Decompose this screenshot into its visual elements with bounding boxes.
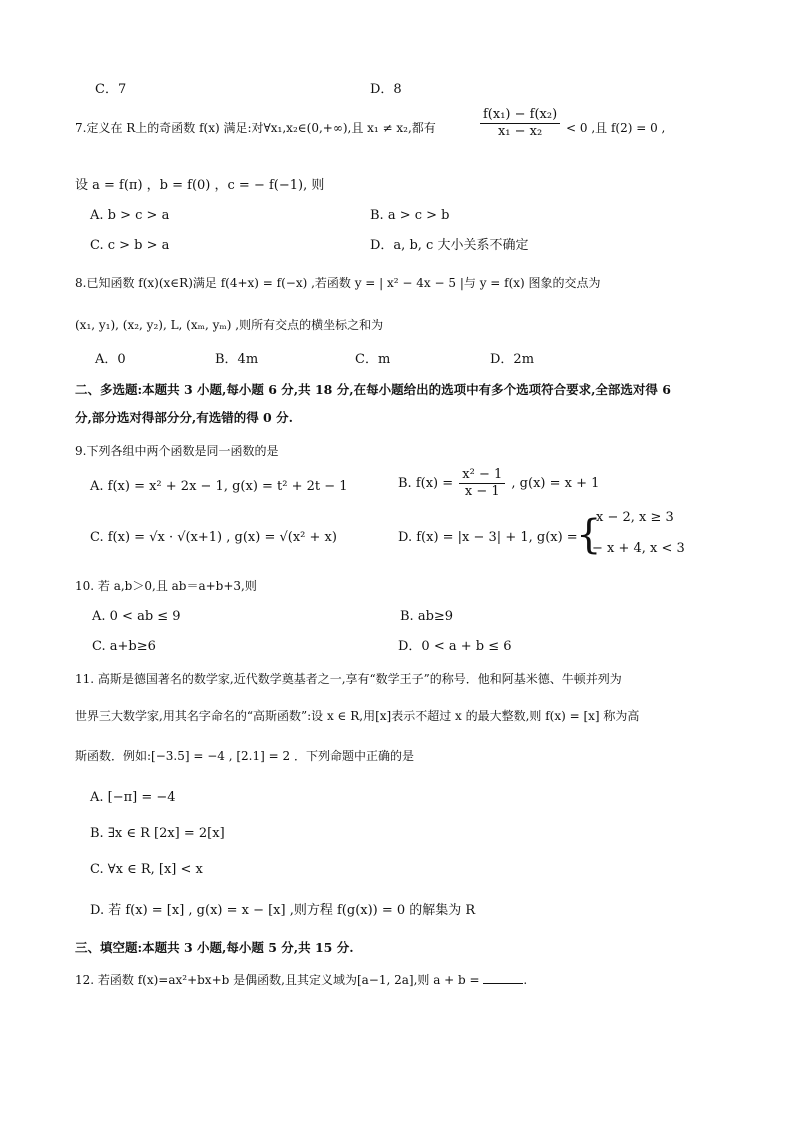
section3-heading: 三、填空题:本题共 3 小题,每小题 5 分,共 15 分.: [75, 940, 354, 955]
section2-heading-line2: 分,部分选对得部分分,有选错的得 0 分.: [75, 410, 293, 425]
q9-option-b-denominator: x − 1: [464, 484, 500, 499]
q10-option-b: B. ab≥9: [400, 609, 454, 624]
q12-stem-end: .: [523, 973, 528, 987]
q9-option-b-numerator: x² − 1: [459, 467, 505, 484]
q7-option-d: D．a, b, c 大小关系不确定: [370, 238, 529, 253]
q10-option-a: A. 0 < ab ≤ 9: [92, 609, 181, 624]
q12-answer-blank[interactable]: [483, 971, 523, 984]
q10-title: 10. 若 a,b＞0,且 ab＝a+b+3,则: [75, 579, 257, 593]
q10-option-d: D．0 < a + b ≤ 6: [398, 639, 512, 654]
q12-stem-text: 12. 若函数 f(x)=ax²+bx+b 是偶函数,且其定义域为[a−1, 2a],则 a + b =: [75, 973, 480, 987]
q8-option-a: A．0: [95, 352, 126, 367]
q9-option-a: A. f(x) = x² + 2x − 1, g(x) = t² + 2t − 1: [90, 479, 348, 494]
q9-option-b-prefix: B. f(x) =: [398, 476, 454, 491]
q7-option-b: B. a > c > b: [370, 208, 450, 223]
q12-stem: [75, 971, 527, 988]
q7-stem-line2: 设 a = f(π) ，b = f(0) ，c = − f(−1), 则: [75, 178, 325, 193]
q9-piecewise-case2: − x + 4, x < 3: [592, 541, 685, 556]
q6-option-d: D．8: [370, 82, 402, 97]
q8-stem-line1: 8.已知函数 f(x)(x∈R)满足 f(4+x) = f(−x) ,若函数 y = | x² − 4x − 5 |与 y = f(x) 图象的交点为: [75, 276, 601, 290]
q7-stem-part1: 7.定义在 R上的奇函数 f(x) 满足:对∀x₁,x₂∈(0,+∞),且 x₁ ≠ x₂,都有: [75, 121, 436, 135]
q9-piecewise-case1: x − 2, x ≥ 3: [596, 510, 674, 525]
q11-stem-line3: 斯函数．例如:[−3.5] = −4 , [2.1] = 2 ．下列命题中正确的是: [75, 749, 414, 763]
q11-option-d: D. 若 f(x) = [x] , g(x) = x − [x] ,则方程 f(g(x)) = 0 的解集为 R: [90, 903, 476, 918]
q9-option-b-suffix: , g(x) = x + 1: [511, 476, 600, 491]
q11-stem-line2: 世界三大数学家,用其名字命名的“高斯函数”:设 x ∈ R,用[x]表示不超过 x 的最大整数,则 f(x) = [x] 称为高: [75, 709, 640, 723]
q9-option-d-prefix: D. f(x) = |x − 3| + 1, g(x) =: [398, 530, 578, 545]
q6-option-c: C．7: [95, 82, 127, 97]
q8-option-c: C．m: [355, 352, 391, 367]
q7-option-a: A. b > c > a: [90, 208, 170, 223]
q7-option-c: C. c > b > a: [90, 238, 170, 253]
q9-option-c: C. f(x) = √x · √(x+1) , g(x) = √(x² + x): [90, 530, 337, 545]
q11-stem-line1: 11. 高斯是德国著名的数学家,近代数学奠基者之一,享有“数学王子”的称号．他和阿基米德、牛顿并列为: [75, 672, 622, 686]
q8-option-b: B．4m: [215, 352, 259, 367]
q7-stem-part2: < 0 ,且 f(2) = 0 ,: [566, 121, 666, 135]
q8-stem-line2: (x₁, y₁), (x₂, y₂), L, (xₘ, yₘ) ,则所有交点的横坐标之和为: [75, 318, 384, 332]
q8-option-d: D．2m: [490, 352, 535, 367]
q11-option-b: B. ∃x ∈ R [2x] = 2[x]: [90, 826, 225, 841]
q9-title: 9.下列各组中两个函数是同一函数的是: [75, 444, 279, 458]
q9-option-b: [398, 467, 599, 500]
q7-fraction-numerator: f(x₁) − f(x₂): [480, 107, 560, 124]
q9-piecewise-brace: {: [576, 512, 602, 558]
q11-option-c: C. ∀x ∈ R, [x] < x: [90, 862, 203, 877]
q7-fraction: [478, 107, 562, 140]
section2-heading-line1: 二、多选题:本题共 3 小题,每小题 6 分,共 18 分,在每小题给出的选项中有多个选项符合要求,全部选对得 6: [75, 382, 671, 397]
q10-option-c: C. a+b≥6: [92, 639, 156, 654]
q11-option-a: A. [−π] = −4: [90, 790, 176, 805]
q7-fraction-denominator: x₁ − x₂: [497, 124, 543, 139]
